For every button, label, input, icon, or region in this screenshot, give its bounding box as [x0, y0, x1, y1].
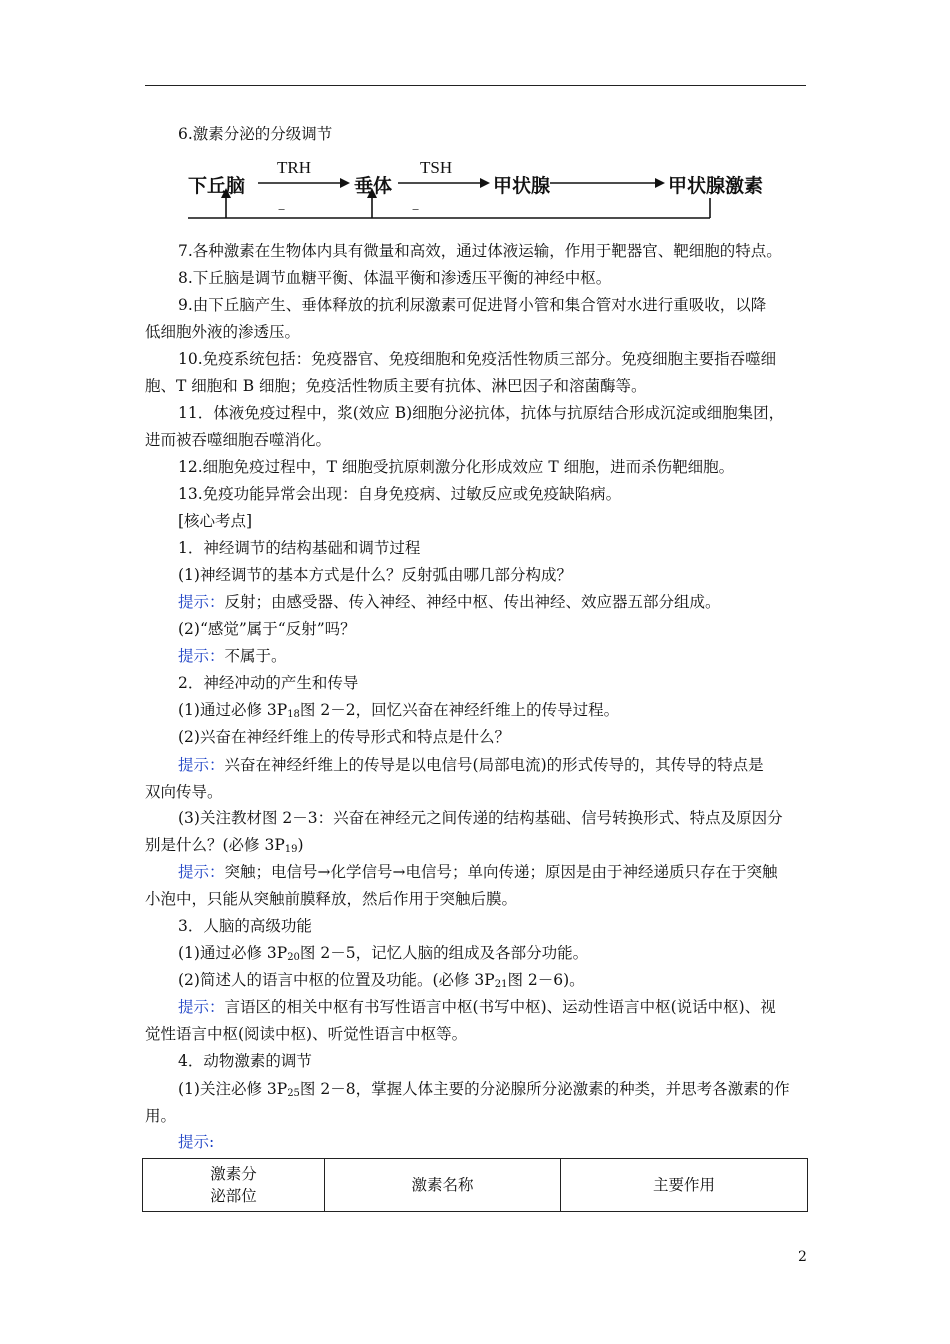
page-ref-sub: 21: [494, 979, 508, 990]
topic-3-title: 3．人脑的高级功能: [178, 917, 312, 935]
hint-label: 提示：: [178, 593, 225, 611]
node-thyroid-hormone: 甲状腺激素: [668, 175, 764, 197]
answer-2-text: 不属于。: [224, 647, 287, 665]
page-ref-sub: 19: [284, 844, 298, 855]
question-8-part-b: 图 2－8，掌握人体主要的分泌腺所分泌激素的种类，并思考各激素的作: [299, 1080, 790, 1098]
paragraph-7: 7.各种激素在生物体内具有微量和高效，通过体液运输，作用于靶器官、靶细胞的特点。: [178, 242, 782, 260]
question-1: (1)神经调节的基本方式是什么？反射弧由哪几部分构成？: [178, 566, 572, 584]
question-3-part-a: (1)通过必修 3P: [178, 701, 288, 719]
paragraph-9-line-2: 低细胞外液的渗透压。: [145, 323, 301, 341]
header-main-function: 主要作用: [561, 1159, 808, 1212]
topic-2-title: 2．神经冲动的产生和传导: [178, 674, 359, 692]
section-6-title: 6.激素分泌的分级调节: [178, 125, 333, 143]
paragraph-12: 12.细胞免疫过程中，T 细胞受抗原刺激分化形成效应 T 细胞，进而杀伤靶细胞。: [178, 458, 735, 476]
header-hormone-name: 激素名称: [325, 1159, 561, 1212]
question-2: (2)“感觉”属于“反射”吗？: [178, 620, 356, 638]
header-rule: [145, 85, 806, 86]
question-6: [178, 943, 588, 968]
question-3-part-b: 图 2－2，回忆兴奋在神经纤维上的传导过程。: [299, 701, 620, 719]
paragraph-10-line-2: 胞、T 细胞和 B 细胞；免疫活性物质主要有抗体、淋巴因子和溶菌酶等。: [145, 377, 647, 395]
paragraph-9-line-1: 9.由下丘脑产生、垂体释放的抗利尿激素可促进肾小管和集合管对水进行重吸收，以降: [178, 296, 767, 314]
hormone-table: [142, 1158, 808, 1212]
hint-label: 提示：: [178, 863, 225, 881]
hormone-regulation-diagram: [180, 158, 780, 226]
hint-label: 提示：: [178, 647, 225, 665]
question-7-part-a: (2)简述人的语言中枢的位置及功能。(必修 3P: [178, 971, 495, 989]
question-8-part-a: (1)关注必修 3P: [178, 1080, 288, 1098]
question-7: [178, 970, 585, 995]
core-title: [核心考点]: [178, 512, 253, 530]
answer-2: [178, 646, 287, 666]
answer-4-line-2: 双向传导。: [145, 783, 223, 801]
page-ref-sub: 25: [287, 1088, 300, 1099]
page-number: 2: [798, 1249, 807, 1265]
question-4: (2)兴奋在神经纤维上的传导形式和特点是什么？: [178, 728, 510, 746]
question-5-line-2: [145, 835, 304, 860]
paragraph-11-line-2: 进而被吞噬细胞吞噬消化。: [145, 431, 332, 449]
feedback-sign-2: −: [412, 202, 420, 217]
question-3: [178, 700, 619, 725]
question-5-part-a: 别是什么？(必修 3P: [145, 836, 285, 854]
header-location: 激素分 泌部位: [143, 1159, 325, 1212]
label-tsh: TSH: [420, 158, 453, 177]
answer-4-line-1: [178, 755, 764, 775]
topic-1-title: 1．神经调节的结构基础和调节过程: [178, 539, 421, 557]
question-7-part-b: 图 2－6)。: [507, 971, 585, 989]
answer-5-text: 突触；电信号→化学信号→电信号；单向传递；原因是由于神经递质只存在于突触: [224, 863, 778, 881]
answer-1-text: 反射；由感受器、传入神经、神经中枢、传出神经、效应器五部分组成。: [224, 593, 721, 611]
question-5-line-1: (3)关注教材图 2－3：兴奋在神经元之间传递的结构基础、信号转换形式、特点及原因分: [178, 809, 783, 827]
hint-last: 提示:: [178, 1133, 215, 1151]
answer-5-line-2: 小泡中，只能从突触前膜释放，然后作用于突触后膜。: [145, 890, 518, 908]
node-thyroid: 甲状腺: [493, 175, 551, 197]
answer-4-text: 兴奋在神经纤维上的传导是以电信号(局部电流)的形式传导的，其传导的特点是: [224, 756, 764, 774]
node-hypothalamus: 下丘脑: [188, 175, 246, 197]
paragraph-11-line-1: 11．体液免疫过程中，浆(效应 B)细胞分泌抗体，抗体与抗原结合形成沉淀或细胞集团，: [178, 404, 785, 422]
label-trh: TRH: [277, 158, 311, 177]
table-header-row: [143, 1159, 808, 1212]
paragraph-13: 13.免疫功能异常会出现：自身免疫病、过敏反应或免疫缺陷病。: [178, 485, 622, 503]
paragraph-8: 8.下丘脑是调节血糖平衡、体温平衡和渗透压平衡的神经中枢。: [178, 269, 612, 287]
question-5-part-b: ): [297, 836, 304, 854]
answer-7-line-2: 觉性语言中枢(阅读中枢)、听觉性语言中枢等。: [145, 1025, 468, 1043]
question-8-line-2: 用。: [145, 1107, 177, 1125]
paragraph-10-line-1: 10.免疫系统包括：免疫器官、免疫细胞和免疫活性物质三部分。免疫细胞主要指吞噬细: [178, 350, 777, 368]
answer-1: [178, 592, 721, 612]
node-pituitary: 垂体: [354, 175, 393, 197]
question-6-part-a: (1)通过必修 3P: [178, 944, 288, 962]
page-ref-sub: 20: [287, 952, 300, 963]
answer-7-line-1: [178, 997, 776, 1017]
feedback-sign-1: −: [278, 202, 286, 217]
hint-label: 提示：: [178, 998, 225, 1016]
answer-7-text: 言语区的相关中枢有书写性语言中枢(书写中枢)、运动性语言中枢(说话中枢)、视: [224, 998, 776, 1016]
topic-4-title: 4．动物激素的调节: [178, 1052, 312, 1070]
page-ref-sub: 18: [287, 709, 300, 720]
question-6-part-b: 图 2－5，记忆人脑的组成及各部分功能。: [299, 944, 589, 962]
question-8-line-1: [178, 1079, 790, 1104]
answer-5-line-1: [178, 862, 778, 882]
hint-label: 提示：: [178, 756, 225, 774]
